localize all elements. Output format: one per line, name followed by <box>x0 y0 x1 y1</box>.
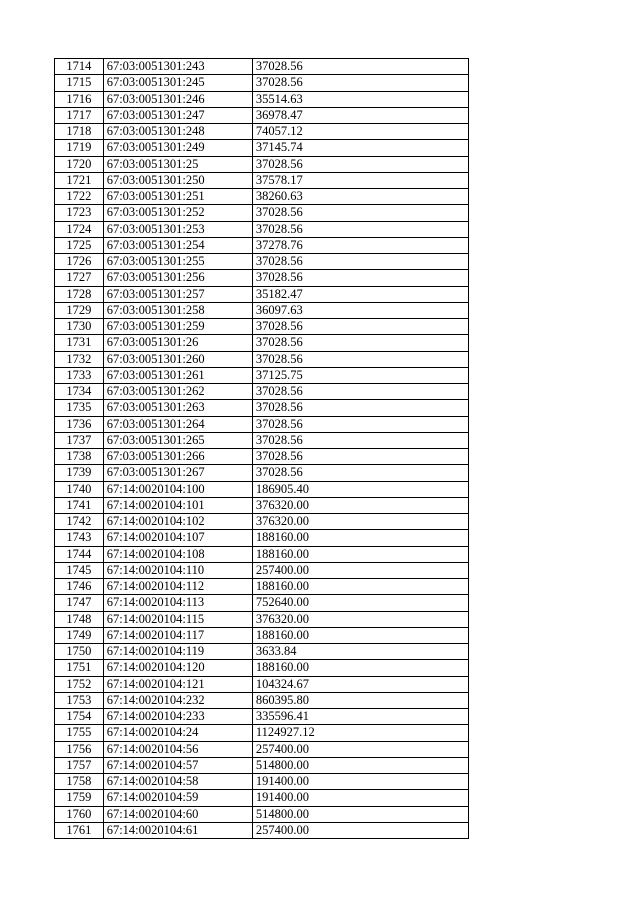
cadastral-number-cell: 67:03:0051301:262 <box>103 384 252 400</box>
cadastral-number-cell: 67:03:0051301:252 <box>103 205 252 221</box>
row-number-cell: 1722 <box>55 189 104 205</box>
value-cell: 37028.56 <box>252 205 468 221</box>
value-cell: 191400.00 <box>252 774 468 790</box>
value-cell: 37028.56 <box>252 254 468 270</box>
table-row <box>55 790 469 806</box>
row-number-cell: 1725 <box>55 237 104 253</box>
cadastral-number-cell: 67:03:0051301:246 <box>103 91 252 107</box>
table-row <box>55 416 469 432</box>
value-cell: 37028.56 <box>252 465 468 481</box>
table-row <box>55 660 469 676</box>
table-row <box>55 774 469 790</box>
table-row <box>55 172 469 188</box>
row-number-cell: 1758 <box>55 774 104 790</box>
value-cell: 37028.56 <box>252 156 468 172</box>
value-cell: 37028.56 <box>252 384 468 400</box>
table-row <box>55 822 469 838</box>
row-number-cell: 1749 <box>55 627 104 643</box>
cadastral-number-cell: 67:14:0020104:112 <box>103 579 252 595</box>
cadastral-number-cell: 67:03:0051301:250 <box>103 172 252 188</box>
table-row <box>55 465 469 481</box>
cadastral-number-cell: 67:03:0051301:261 <box>103 367 252 383</box>
row-number-cell: 1726 <box>55 254 104 270</box>
value-cell: 36978.47 <box>252 107 468 123</box>
cadastral-number-cell: 67:14:0020104:101 <box>103 497 252 513</box>
value-cell: 188160.00 <box>252 660 468 676</box>
value-cell: 37028.56 <box>252 432 468 448</box>
table-row <box>55 335 469 351</box>
value-cell: 860395.80 <box>252 692 468 708</box>
row-number-cell: 1745 <box>55 562 104 578</box>
table-row <box>55 497 469 513</box>
table-row <box>55 595 469 611</box>
row-number-cell: 1719 <box>55 140 104 156</box>
value-cell: 37028.56 <box>252 221 468 237</box>
table-row <box>55 254 469 270</box>
value-cell: 188160.00 <box>252 546 468 562</box>
row-number-cell: 1737 <box>55 432 104 448</box>
value-cell: 514800.00 <box>252 757 468 773</box>
table-row <box>55 709 469 725</box>
value-cell: 37028.56 <box>252 351 468 367</box>
cadastral-number-cell: 67:03:0051301:254 <box>103 237 252 253</box>
value-cell: 37125.75 <box>252 367 468 383</box>
cadastral-number-cell: 67:03:0051301:26 <box>103 335 252 351</box>
row-number-cell: 1748 <box>55 611 104 627</box>
value-cell: 188160.00 <box>252 579 468 595</box>
value-cell: 514800.00 <box>252 806 468 822</box>
cadastral-number-cell: 67:14:0020104:119 <box>103 644 252 660</box>
row-number-cell: 1732 <box>55 351 104 367</box>
row-number-cell: 1717 <box>55 107 104 123</box>
value-cell: 37028.56 <box>252 335 468 351</box>
value-cell: 38260.63 <box>252 189 468 205</box>
cadastral-number-cell: 67:14:0020104:59 <box>103 790 252 806</box>
value-cell: 335596.41 <box>252 709 468 725</box>
table-row <box>55 644 469 660</box>
table-row <box>55 205 469 221</box>
table-row <box>55 302 469 318</box>
value-cell: 376320.00 <box>252 514 468 530</box>
value-cell: 191400.00 <box>252 790 468 806</box>
table-row <box>55 91 469 107</box>
table-row <box>55 514 469 530</box>
value-cell: 104324.67 <box>252 676 468 692</box>
row-number-cell: 1728 <box>55 286 104 302</box>
value-cell: 37028.56 <box>252 270 468 286</box>
cadastral-number-cell: 67:03:0051301:251 <box>103 189 252 205</box>
row-number-cell: 1714 <box>55 59 104 75</box>
row-number-cell: 1735 <box>55 400 104 416</box>
value-cell: 376320.00 <box>252 611 468 627</box>
table-row <box>55 562 469 578</box>
cadastral-number-cell: 67:03:0051301:247 <box>103 107 252 123</box>
row-number-cell: 1729 <box>55 302 104 318</box>
table-row <box>55 400 469 416</box>
row-number-cell: 1723 <box>55 205 104 221</box>
row-number-cell: 1736 <box>55 416 104 432</box>
cadastral-number-cell: 67:14:0020104:56 <box>103 741 252 757</box>
table-row <box>55 579 469 595</box>
cadastral-number-cell: 67:14:0020104:61 <box>103 822 252 838</box>
cadastral-number-cell: 67:14:0020104:233 <box>103 709 252 725</box>
table-row <box>55 140 469 156</box>
cadastral-number-cell: 67:14:0020104:115 <box>103 611 252 627</box>
row-number-cell: 1753 <box>55 692 104 708</box>
table-row <box>55 351 469 367</box>
table-row <box>55 221 469 237</box>
cadastral-number-cell: 67:03:0051301:245 <box>103 75 252 91</box>
cadastral-number-cell: 67:03:0051301:248 <box>103 124 252 140</box>
value-cell: 3633.84 <box>252 644 468 660</box>
row-number-cell: 1742 <box>55 514 104 530</box>
cadastral-number-cell: 67:03:0051301:256 <box>103 270 252 286</box>
table-row <box>55 530 469 546</box>
row-number-cell: 1759 <box>55 790 104 806</box>
value-cell: 188160.00 <box>252 627 468 643</box>
row-number-cell: 1756 <box>55 741 104 757</box>
row-number-cell: 1733 <box>55 367 104 383</box>
row-number-cell: 1720 <box>55 156 104 172</box>
table-row <box>55 189 469 205</box>
row-number-cell: 1740 <box>55 481 104 497</box>
value-cell: 37578.17 <box>252 172 468 188</box>
cadastral-number-cell: 67:03:0051301:257 <box>103 286 252 302</box>
row-number-cell: 1746 <box>55 579 104 595</box>
table-row <box>55 107 469 123</box>
value-cell: 376320.00 <box>252 497 468 513</box>
row-number-cell: 1738 <box>55 449 104 465</box>
row-number-cell: 1734 <box>55 384 104 400</box>
value-cell: 37028.56 <box>252 449 468 465</box>
row-number-cell: 1715 <box>55 75 104 91</box>
cadastral-number-cell: 67:03:0051301:25 <box>103 156 252 172</box>
value-cell: 36097.63 <box>252 302 468 318</box>
row-number-cell: 1743 <box>55 530 104 546</box>
cadastral-number-cell: 67:03:0051301:264 <box>103 416 252 432</box>
table-row <box>55 432 469 448</box>
value-cell: 74057.12 <box>252 124 468 140</box>
table-row <box>55 611 469 627</box>
value-cell: 188160.00 <box>252 530 468 546</box>
data-table <box>54 58 469 839</box>
cadastral-number-cell: 67:14:0020104:102 <box>103 514 252 530</box>
cadastral-number-cell: 67:14:0020104:108 <box>103 546 252 562</box>
row-number-cell: 1751 <box>55 660 104 676</box>
row-number-cell: 1750 <box>55 644 104 660</box>
cadastral-number-cell: 67:14:0020104:117 <box>103 627 252 643</box>
cadastral-number-cell: 67:14:0020104:110 <box>103 562 252 578</box>
table-row <box>55 449 469 465</box>
value-cell: 37028.56 <box>252 75 468 91</box>
cadastral-number-cell: 67:14:0020104:57 <box>103 757 252 773</box>
table-row <box>55 741 469 757</box>
table-row <box>55 757 469 773</box>
value-cell: 752640.00 <box>252 595 468 611</box>
table-row <box>55 237 469 253</box>
value-cell: 37278.76 <box>252 237 468 253</box>
value-cell: 257400.00 <box>252 741 468 757</box>
value-cell: 257400.00 <box>252 822 468 838</box>
cadastral-number-cell: 67:14:0020104:58 <box>103 774 252 790</box>
row-number-cell: 1761 <box>55 822 104 838</box>
table-row <box>55 481 469 497</box>
row-number-cell: 1757 <box>55 757 104 773</box>
cadastral-number-cell: 67:03:0051301:263 <box>103 400 252 416</box>
value-cell: 37028.56 <box>252 400 468 416</box>
row-number-cell: 1754 <box>55 709 104 725</box>
value-cell: 37028.56 <box>252 59 468 75</box>
value-cell: 37028.56 <box>252 319 468 335</box>
row-number-cell: 1716 <box>55 91 104 107</box>
cadastral-number-cell: 67:03:0051301:253 <box>103 221 252 237</box>
cadastral-number-cell: 67:03:0051301:249 <box>103 140 252 156</box>
cadastral-number-cell: 67:03:0051301:267 <box>103 465 252 481</box>
cadastral-number-cell: 67:03:0051301:259 <box>103 319 252 335</box>
value-cell: 1124927.12 <box>252 725 468 741</box>
table-row <box>55 806 469 822</box>
cadastral-number-cell: 67:14:0020104:24 <box>103 725 252 741</box>
cadastral-number-cell: 67:14:0020104:113 <box>103 595 252 611</box>
cadastral-number-cell: 67:03:0051301:266 <box>103 449 252 465</box>
row-number-cell: 1744 <box>55 546 104 562</box>
table-row <box>55 546 469 562</box>
table-body <box>55 59 469 839</box>
table-row <box>55 124 469 140</box>
cadastral-number-cell: 67:14:0020104:121 <box>103 676 252 692</box>
cadastral-number-cell: 67:03:0051301:255 <box>103 254 252 270</box>
cadastral-number-cell: 67:14:0020104:100 <box>103 481 252 497</box>
cadastral-number-cell: 67:14:0020104:232 <box>103 692 252 708</box>
row-number-cell: 1721 <box>55 172 104 188</box>
table-row <box>55 627 469 643</box>
cadastral-number-cell: 67:03:0051301:265 <box>103 432 252 448</box>
table-row <box>55 270 469 286</box>
row-number-cell: 1755 <box>55 725 104 741</box>
value-cell: 35182.47 <box>252 286 468 302</box>
table-row <box>55 75 469 91</box>
row-number-cell: 1752 <box>55 676 104 692</box>
value-cell: 35514.63 <box>252 91 468 107</box>
cadastral-number-cell: 67:14:0020104:107 <box>103 530 252 546</box>
row-number-cell: 1739 <box>55 465 104 481</box>
value-cell: 257400.00 <box>252 562 468 578</box>
row-number-cell: 1730 <box>55 319 104 335</box>
row-number-cell: 1724 <box>55 221 104 237</box>
cadastral-number-cell: 67:03:0051301:243 <box>103 59 252 75</box>
table-row <box>55 725 469 741</box>
table-row <box>55 286 469 302</box>
row-number-cell: 1760 <box>55 806 104 822</box>
cadastral-number-cell: 67:03:0051301:260 <box>103 351 252 367</box>
row-number-cell: 1718 <box>55 124 104 140</box>
table-row <box>55 156 469 172</box>
row-number-cell: 1747 <box>55 595 104 611</box>
row-number-cell: 1731 <box>55 335 104 351</box>
value-cell: 186905.40 <box>252 481 468 497</box>
table-row <box>55 692 469 708</box>
value-cell: 37145.74 <box>252 140 468 156</box>
table-row <box>55 384 469 400</box>
cadastral-number-cell: 67:14:0020104:120 <box>103 660 252 676</box>
cadastral-number-cell: 67:03:0051301:258 <box>103 302 252 318</box>
row-number-cell: 1741 <box>55 497 104 513</box>
table-row <box>55 319 469 335</box>
table-row <box>55 676 469 692</box>
table-row <box>55 59 469 75</box>
value-cell: 37028.56 <box>252 416 468 432</box>
cadastral-number-cell: 67:14:0020104:60 <box>103 806 252 822</box>
row-number-cell: 1727 <box>55 270 104 286</box>
table-row <box>55 367 469 383</box>
